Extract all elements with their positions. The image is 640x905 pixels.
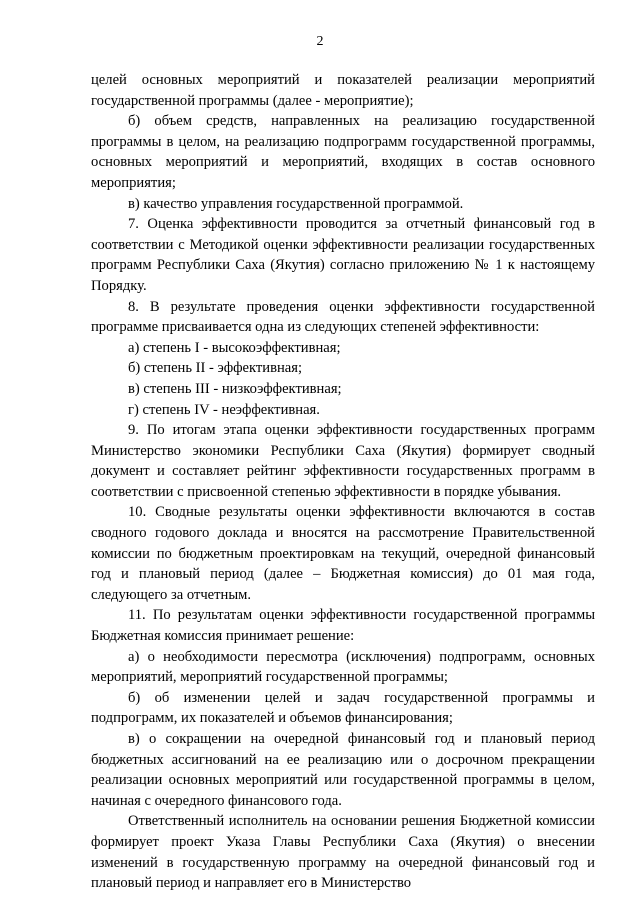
paragraph-responsible-executor: Ответственный исполнитель на основании решения Бюджетной комиссии формирует проект Указа Главы Республики Саха (Якутия) о внесении изменений в государственную программу на очередной финансовый год и плановый период и направляет его в Министерство: [91, 813, 595, 892]
paragraph-9: 9. По итогам этапа оценки эффективности государственных программ Министерство экономики Республики Саха (Якутия) формирует сводный документ и составляет рейтинг эффективности государственных программ в соответствии с присвоенной степенью эффективности в порядке убывания.: [91, 422, 595, 500]
paragraph-11-item-b: б) об изменении целей и задач государственной программы и подпрограмм, их показателей и объемов финансирования;: [91, 689, 595, 727]
page-number: 2: [316, 34, 324, 49]
paragraph-11: 11. По результатам оценки эффективности государственной программы Бюджетная комиссия принимает решение:: [91, 607, 595, 645]
paragraph-11-item-v: в) о сокращении на очередной финансовый год и плановый период бюджетных ассигнований на ее реализацию или о досрочном прекращении реализации основных мероприятий или государственной программы в целом, начиная с очередного финансового года.: [91, 731, 595, 809]
list-item-degree-2: б) степень II - эффективная;: [128, 360, 303, 377]
list-item-degree-3: в) степень III - низкоэффективная;: [128, 380, 342, 397]
document-body: [91, 70, 595, 894]
paragraph-continuation: целей основных мероприятий и показателей реализации мероприятий государственной программы (далее - мероприятие);: [91, 72, 595, 109]
paragraph-8: 8. В результате проведения оценки эффективности государственной программе присваивается одна из следующих степеней эффективности:: [91, 298, 595, 336]
paragraph-item-b-funds: б) объем средств, направленных на реализацию государственной программы в целом, на реализацию подпрограмм государственной программы, основных мероприятий и мероприятий, входящих в состав основного мероприятия;: [91, 113, 595, 191]
list-item-degree-1: а) степень I - высокоэффективная;: [128, 339, 341, 356]
paragraph-10: 10. Сводные результаты оценки эффективности включаются в состав сводного годового доклада и вносятся на рассмотрение Правительственной комиссии по бюджетным проектировкам на текущий, очередной финансовый год и плановый период (далее – Бюджетная комиссия) до 01 мая года, следующего за отчетным.: [91, 504, 595, 603]
list-item-degree-4: г) степень IV - неэффективная.: [128, 401, 320, 418]
paragraph-11-item-a: а) о необходимости пересмотра (исключения) подпрограмм, основных мероприятий, мероприятий государственной программы;: [91, 648, 595, 686]
paragraph-item-v-management: в) качество управления государственной программой.: [128, 195, 464, 212]
paragraph-7: 7. Оценка эффективности проводится за отчетный финансовый год в соответствии с Методикой оценки эффективности реализации государственных программ Республики Саха (Якутия) согласно приложению № 1 к настоящему Порядку.: [91, 216, 595, 294]
